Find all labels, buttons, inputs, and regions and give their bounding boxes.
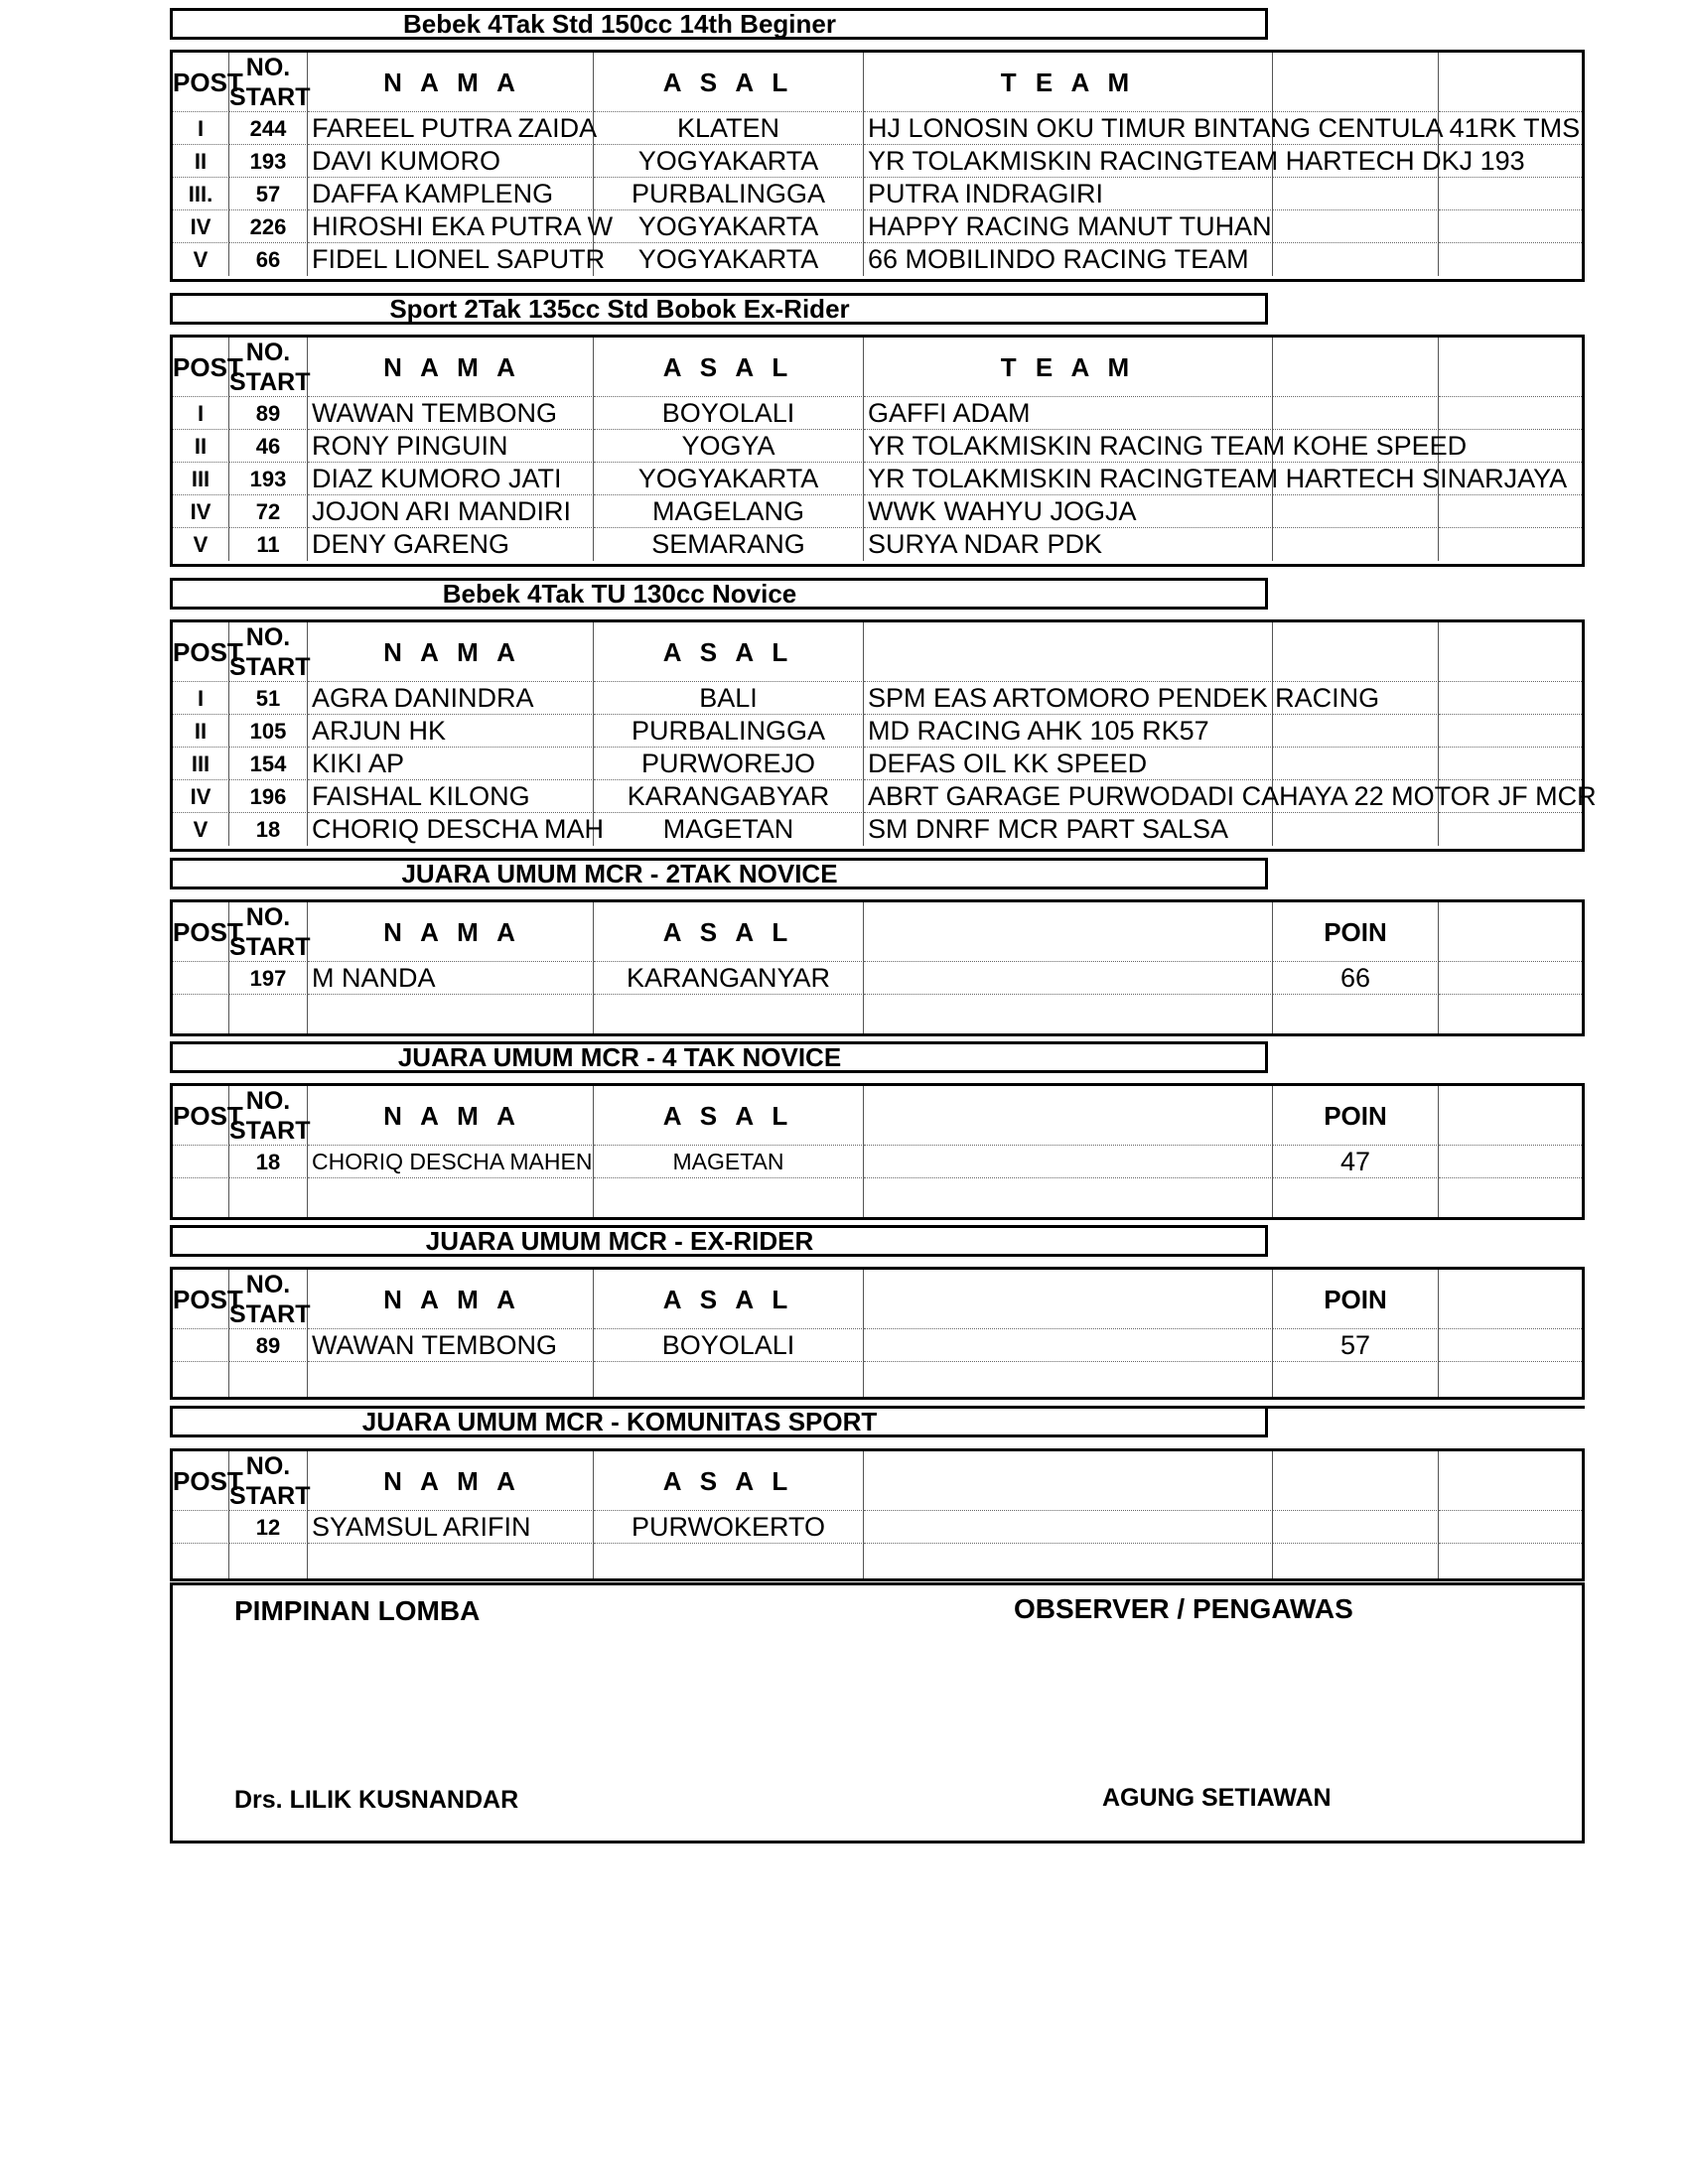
header-end: [1439, 1270, 1582, 1329]
blank-cell: [1273, 495, 1439, 528]
end-cell: [1439, 682, 1582, 715]
header-nama: N A M A: [308, 1270, 594, 1329]
pos-cell: [173, 1511, 229, 1544]
nama-cell: FIDEL LIONEL SAPUTR: [308, 243, 594, 276]
no-cell: 12: [229, 1511, 308, 1544]
blank-cell: [1273, 1511, 1439, 1544]
juara-table: [170, 1083, 1585, 1220]
results-table: [170, 50, 1585, 282]
table-row: [173, 145, 1582, 178]
pos-cell: III: [173, 748, 229, 780]
end-cell: [1439, 210, 1582, 243]
table-row: [173, 1511, 1582, 1544]
table-row: [173, 495, 1582, 528]
section-title: Bebek 4Tak Std 150cc 14th Beginer: [170, 8, 1268, 40]
table-row: [173, 112, 1582, 145]
pos-cell: II: [173, 715, 229, 748]
pos-cell: V: [173, 528, 229, 561]
pos-cell: [173, 1329, 229, 1362]
asal-cell: YOGYAKARTA: [594, 210, 864, 243]
header-no-start: NO. START: [229, 339, 311, 396]
nama-cell: DENY GARENG: [308, 528, 594, 561]
header-blank-team: [864, 1451, 1273, 1511]
blank-cell: [1273, 715, 1439, 748]
team-cell: HAPPY RACING MANUT TUHAN: [864, 210, 1273, 243]
header-blank: [1273, 53, 1439, 112]
end-cell: [1439, 1146, 1582, 1178]
asal-cell: YOGYAKARTA: [594, 145, 864, 178]
nama-cell: CHORIQ DESCHA MAH: [308, 813, 594, 846]
header-nama: N A M A: [308, 1451, 594, 1511]
pos-cell: IV: [173, 210, 229, 243]
header-pos: POST: [173, 338, 229, 397]
header-pos: POST: [173, 902, 229, 962]
table-row-empty: [173, 1178, 1582, 1217]
poin-cell: 47: [1273, 1146, 1439, 1178]
team-cell: YR TOLAKMISKIN RACINGTEAM HARTECH SINARJAYA: [864, 463, 1273, 495]
table-header: [173, 1086, 1582, 1146]
asal-cell: PURBALINGGA: [594, 178, 864, 210]
header-poin: POIN: [1273, 902, 1439, 962]
header-no-start: NO. START: [229, 623, 311, 681]
signature-box: [170, 1582, 1585, 1843]
no-cell: 72: [229, 495, 308, 528]
table-row-empty: [173, 1362, 1582, 1397]
header-poin: POIN: [1273, 1086, 1439, 1146]
team-cell: SPM EAS ARTOMORO PENDEK RACING: [864, 682, 1273, 715]
nama-cell: SYAMSUL ARIFIN: [308, 1511, 594, 1544]
nama-cell: KIKI AP: [308, 748, 594, 780]
end-cell: [1439, 715, 1582, 748]
header-nama: N A M A: [308, 338, 594, 397]
results-table: [170, 335, 1585, 567]
no-cell: 51: [229, 682, 308, 715]
asal-cell: KLATEN: [594, 112, 864, 145]
table-row: [173, 780, 1597, 813]
header-asal: A S A L: [594, 53, 864, 112]
observer-name: AGUNG SETIAWAN: [1102, 1784, 1332, 1812]
no-cell: 66: [229, 243, 308, 276]
juara-table: [170, 899, 1585, 1036]
pos-cell: [173, 962, 229, 995]
nama-cell: AGRA DANINDRA: [308, 682, 594, 715]
header-no-start: NO. START: [229, 1452, 311, 1510]
no-cell: 46: [229, 430, 308, 463]
pos-cell: I: [173, 682, 229, 715]
header-end: [1439, 622, 1582, 682]
header-end: [1439, 338, 1582, 397]
team-cell: MD RACING AHK 105 RK57: [864, 715, 1273, 748]
asal-cell: YOGYA: [594, 430, 864, 463]
header-team: T E A M: [864, 338, 1273, 397]
table-row: [173, 962, 1582, 995]
no-cell: 11: [229, 528, 308, 561]
pos-cell: II: [173, 430, 229, 463]
table-row: [173, 463, 1582, 495]
asal-cell: YOGYAKARTA: [594, 463, 864, 495]
nama-cell: DAFFA KAMPLENG: [308, 178, 594, 210]
juara-table: [170, 1267, 1585, 1400]
section-title: JUARA UMUM MCR - EX-RIDER: [170, 1225, 1268, 1257]
pos-cell: V: [173, 243, 229, 276]
header-asal: A S A L: [594, 1086, 864, 1146]
asal-cell: MAGETAN: [594, 813, 864, 846]
asal-cell: MAGELANG: [594, 495, 864, 528]
pos-cell: V: [173, 813, 229, 846]
end-cell: [1439, 1329, 1582, 1362]
table-row: [173, 528, 1582, 561]
header-blank-team: [864, 622, 1273, 682]
team-cell: 66 MOBILINDO RACING TEAM: [864, 243, 1273, 276]
table-row: [173, 715, 1582, 748]
table-row: [173, 1146, 1582, 1178]
no-cell: 89: [229, 397, 308, 430]
blank-cell: [1273, 813, 1439, 846]
no-cell: 18: [229, 813, 308, 846]
table-header: [173, 53, 1582, 112]
table-header: [173, 1270, 1582, 1329]
pos-cell: IV: [173, 495, 229, 528]
pos-cell: III.: [173, 178, 229, 210]
nama-cell: WAWAN TEMBONG: [308, 1329, 594, 1362]
pos-cell: I: [173, 397, 229, 430]
table-row: [173, 430, 1582, 463]
nama-cell: FAISHAL KILONG: [308, 780, 594, 813]
header-poin: POIN: [1273, 1270, 1439, 1329]
pimpinan-name: Drs. LILIK KUSNANDAR: [234, 1786, 519, 1814]
asal-cell: PURWOKERTO: [594, 1511, 864, 1544]
end-cell: [1439, 1511, 1582, 1544]
team-cell: WWK WAHYU JOGJA: [864, 495, 1273, 528]
asal-cell: MAGETAN: [594, 1146, 864, 1178]
juara-table: [170, 1448, 1585, 1581]
header-pos: POST: [173, 1270, 229, 1329]
nama-cell: RONY PINGUIN: [308, 430, 594, 463]
no-cell: 154: [229, 748, 308, 780]
nama-cell: WAWAN TEMBONG: [308, 397, 594, 430]
header-nama: N A M A: [308, 622, 594, 682]
table-header: [173, 622, 1582, 682]
table-header: [173, 1451, 1582, 1511]
end-cell: [1439, 495, 1582, 528]
header-end: [1439, 1451, 1582, 1511]
no-cell: 105: [229, 715, 308, 748]
header-no-start: NO. START: [229, 54, 311, 111]
results-table: [170, 619, 1597, 852]
poin-cell: 66: [1273, 962, 1439, 995]
table-row: [173, 682, 1582, 715]
table-row: [173, 1329, 1582, 1362]
asal-cell: BOYOLALI: [594, 1329, 864, 1362]
header-asal: A S A L: [594, 338, 864, 397]
header-nama: N A M A: [308, 53, 594, 112]
blank-cell: [864, 1511, 1273, 1544]
team-cell: GAFFI ADAM: [864, 397, 1273, 430]
pos-cell: IV: [173, 780, 229, 813]
section-title: Bebek 4Tak TU 130cc Novice: [170, 578, 1268, 610]
asal-cell: BALI: [594, 682, 864, 715]
team-cell: YR TOLAKMISKIN RACINGTEAM HARTECH DKJ 193: [864, 145, 1273, 178]
table-row: [173, 813, 1582, 846]
asal-cell: PURWOREJO: [594, 748, 864, 780]
table-row: [173, 748, 1582, 780]
table-row: [173, 210, 1582, 243]
header-blank: [1273, 338, 1439, 397]
section-title: JUARA UMUM MCR - KOMUNITAS SPORT: [170, 1406, 1268, 1437]
header-end: [1439, 1086, 1582, 1146]
header-team: T E A M: [864, 53, 1273, 112]
end-cell: [1439, 528, 1582, 561]
end-cell: [1439, 813, 1582, 846]
header-asal: A S A L: [594, 1451, 864, 1511]
end-cell: [1439, 962, 1582, 995]
header-blank-team: [864, 1086, 1273, 1146]
pos-cell: III: [173, 463, 229, 495]
end-cell: [1439, 243, 1582, 276]
pimpinan-label: PIMPINAN LOMBA: [234, 1595, 481, 1626]
header-no-start: NO. START: [229, 903, 311, 961]
no-cell: 18: [229, 1146, 308, 1178]
team-cell: HJ LONOSIN OKU TIMUR BINTANG CENTULA 41RK TMS: [864, 112, 1273, 145]
no-cell: 197: [229, 962, 308, 995]
nama-cell: ARJUN HK: [308, 715, 594, 748]
header-end: [1439, 53, 1582, 112]
header-pos: POST: [173, 53, 229, 112]
header-no-start: NO. START: [229, 1087, 311, 1145]
blank-cell: [1273, 243, 1439, 276]
header-asal: A S A L: [594, 902, 864, 962]
poin-cell: 57: [1273, 1329, 1439, 1362]
nama-cell: DAVI KUMORO: [308, 145, 594, 178]
no-cell: 196: [229, 780, 308, 813]
team-cell: DEFAS OIL KK SPEED: [864, 748, 1273, 780]
header-no-start: NO. START: [229, 1271, 311, 1328]
end-cell: [1439, 178, 1582, 210]
nama-cell: HIROSHI EKA PUTRA W: [308, 210, 594, 243]
blank-cell: [1273, 178, 1439, 210]
nama-cell: CHORIQ DESCHA MAHEN: [308, 1146, 594, 1178]
team-cell: SURYA NDAR PDK: [864, 528, 1273, 561]
nama-cell: DIAZ KUMORO JATI: [308, 463, 594, 495]
blank-cell: [1273, 528, 1439, 561]
pos-cell: [173, 1146, 229, 1178]
no-cell: 89: [229, 1329, 308, 1362]
team-cell: ABRT GARAGE PURWODADI CAHAYA 22 MOTOR JF MCR: [864, 780, 1273, 813]
observer-label: OBSERVER / PENGAWAS: [1014, 1593, 1353, 1624]
header-pos: POST: [173, 1086, 229, 1146]
section-title: JUARA UMUM MCR - 2TAK NOVICE: [170, 858, 1268, 889]
table-row: [173, 397, 1582, 430]
table-row-empty: [173, 1544, 1582, 1578]
team-cell: SM DNRF MCR PART SALSA: [864, 813, 1273, 846]
blank-cell: [1273, 397, 1439, 430]
header-nama: N A M A: [308, 1086, 594, 1146]
blank-cell: [864, 1329, 1273, 1362]
header-asal: A S A L: [594, 1270, 864, 1329]
asal-cell: PURBALINGGA: [594, 715, 864, 748]
nama-cell: M NANDA: [308, 962, 594, 995]
pos-cell: II: [173, 145, 229, 178]
section-title: JUARA UMUM MCR - 4 TAK NOVICE: [170, 1041, 1268, 1073]
asal-cell: SEMARANG: [594, 528, 864, 561]
header-blank: [1273, 622, 1439, 682]
no-cell: 226: [229, 210, 308, 243]
nama-cell: FAREEL PUTRA ZAIDA: [308, 112, 594, 145]
header-nama: N A M A: [308, 902, 594, 962]
header-blank-team: [864, 1270, 1273, 1329]
blank-cell: [864, 1146, 1273, 1178]
asal-cell: YOGYAKARTA: [594, 243, 864, 276]
no-cell: 193: [229, 145, 308, 178]
header-end: [1439, 902, 1582, 962]
no-cell: 193: [229, 463, 308, 495]
header-pos: POST: [173, 622, 229, 682]
end-cell: [1439, 397, 1582, 430]
header-blank-poin: [1273, 1451, 1439, 1511]
asal-cell: KARANGANYAR: [594, 962, 864, 995]
table-row: [173, 243, 1582, 276]
divider-line: [1268, 1406, 1585, 1409]
table-row: [173, 178, 1582, 210]
nama-cell: JOJON ARI MANDIRI: [308, 495, 594, 528]
section-title: Sport 2Tak 135cc Std Bobok Ex-Rider: [170, 293, 1268, 325]
asal-cell: KARANGABYAR: [594, 780, 864, 813]
no-cell: 244: [229, 112, 308, 145]
no-cell: 57: [229, 178, 308, 210]
table-header: [173, 338, 1582, 397]
blank-cell: [1273, 210, 1439, 243]
table-row-empty: [173, 995, 1582, 1033]
blank-cell: [864, 962, 1273, 995]
header-pos: POST: [173, 1451, 229, 1511]
asal-cell: BOYOLALI: [594, 397, 864, 430]
team-cell: YR TOLAKMISKIN RACING TEAM KOHE SPEED: [864, 430, 1273, 463]
blank-cell: [1273, 748, 1439, 780]
table-header: [173, 902, 1582, 962]
header-asal: A S A L: [594, 622, 864, 682]
team-cell: PUTRA INDRAGIRI: [864, 178, 1273, 210]
header-blank-team: [864, 902, 1273, 962]
pos-cell: I: [173, 112, 229, 145]
end-cell: [1439, 748, 1582, 780]
